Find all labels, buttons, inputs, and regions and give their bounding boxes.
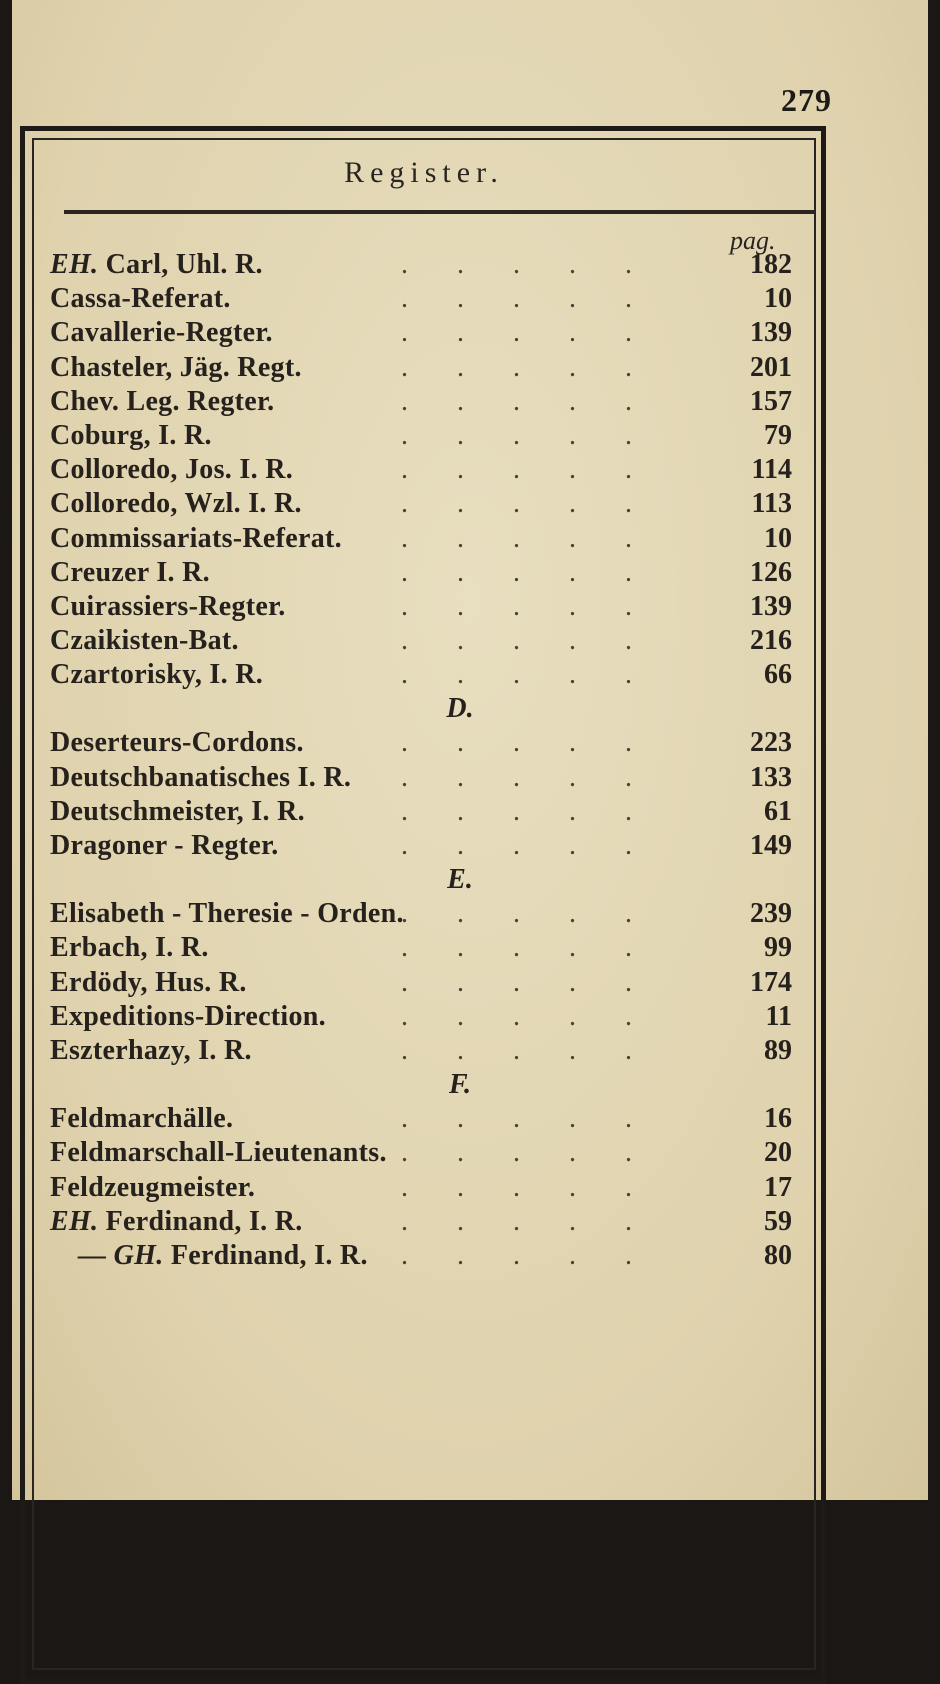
register-entry xyxy=(50,761,810,795)
entry-text: Elisabeth - Theresie - Orden. xyxy=(50,898,404,930)
register-entry xyxy=(50,351,810,385)
register-entry xyxy=(50,795,810,829)
entry-page: 80 xyxy=(764,1239,792,1271)
entry-page: 66 xyxy=(764,659,792,691)
entry-page: 114 xyxy=(751,454,792,486)
entry-page: 16 xyxy=(764,1103,792,1135)
entry-page: 139 xyxy=(750,317,792,349)
entry-label xyxy=(50,931,209,965)
entry-label xyxy=(50,590,286,624)
entry-label xyxy=(78,1239,368,1273)
section-heading: E. xyxy=(447,864,473,896)
entry-page: 89 xyxy=(764,1034,792,1066)
entry-text: Colloredo, Wzl. I. R. xyxy=(50,488,302,520)
leader-dots: . . . . . xyxy=(380,522,632,554)
entry-page: 17 xyxy=(764,1171,792,1203)
entry-label xyxy=(50,726,304,760)
register-entry xyxy=(50,966,810,1000)
leader-dots: . . . . . xyxy=(380,1103,632,1135)
entry-label xyxy=(50,248,263,282)
entry-text: Erdödy, Hus. R. xyxy=(50,966,247,998)
leader-dots: . . . . . xyxy=(380,761,632,793)
entry-label xyxy=(50,1102,233,1136)
leader-dots: . . . . . xyxy=(380,898,632,930)
leader-dots: . . . . . xyxy=(380,385,632,417)
entry-text: Creuzer I. R. xyxy=(50,556,210,588)
leader-dots: . . . . . xyxy=(380,932,632,964)
entry-page: 182 xyxy=(750,249,792,280)
leader-dots: . . . . . xyxy=(380,966,632,998)
entry-page: 79 xyxy=(764,419,792,451)
entry-text: Cuirassiers-Regter. xyxy=(50,590,286,622)
section-heading: D. xyxy=(446,693,474,725)
entry-label xyxy=(50,1205,303,1239)
entry-text: Dragoner - Regter. xyxy=(50,830,279,861)
leader-dots: . . . . . xyxy=(380,1137,632,1169)
leader-dots: . . . . . xyxy=(380,830,632,861)
register-entry xyxy=(50,1034,810,1068)
entry-label xyxy=(50,522,342,556)
leader-dots: . . . . . xyxy=(380,727,632,759)
entry-page: 139 xyxy=(750,590,792,622)
leader-dots: . . . . . xyxy=(380,419,632,451)
entry-text: Deutschmeister, I. R. xyxy=(50,795,305,827)
leader-dots: . . . . . xyxy=(380,1034,632,1066)
leader-dots: . . . . . xyxy=(380,625,632,657)
entry-page: 99 xyxy=(764,932,792,964)
entry-text: Deutschbanatisches I. R. xyxy=(50,761,352,793)
entry-text: Chev. Leg. Regter. xyxy=(50,385,275,417)
entry-label xyxy=(50,316,273,350)
entry-page: 59 xyxy=(764,1205,792,1237)
register-entry xyxy=(50,1136,810,1170)
entry-label xyxy=(50,556,210,590)
register-entry xyxy=(50,522,810,556)
entry-page: 157 xyxy=(750,385,792,417)
entry-page: 10 xyxy=(764,283,792,315)
entry-text: Colloredo, Jos. I. R. xyxy=(50,454,294,486)
entry-prefix: EH. xyxy=(50,249,106,280)
leader-dots: . . . . . xyxy=(380,454,632,486)
register-entry xyxy=(50,1171,810,1205)
entry-text: Czartorisky, I. R. xyxy=(50,659,264,691)
leader-dots: . . . . . xyxy=(380,659,632,691)
register-entry xyxy=(50,829,810,863)
entry-text: Cassa-Referat. xyxy=(50,283,231,315)
leader-dots: . . . . . xyxy=(380,1239,632,1271)
leader-dots: . . . . . xyxy=(380,249,632,280)
register-entry xyxy=(50,385,810,419)
entry-text: Chasteler, Jäg. Regt. xyxy=(50,351,302,383)
entry-text: Eszterhazy, I. R. xyxy=(50,1034,252,1066)
entry-label xyxy=(50,1171,255,1205)
register-entry xyxy=(50,248,810,282)
register-entry xyxy=(50,419,810,453)
entry-text: Ferdinand, I. R. xyxy=(105,1205,303,1237)
entry-text: Feldmarchälle. xyxy=(50,1103,234,1135)
leader-dots: . . . . . xyxy=(380,556,632,588)
page-number: 279 xyxy=(781,82,832,118)
entry-label xyxy=(50,385,274,419)
entry-page: 133 xyxy=(750,761,792,793)
register-entry xyxy=(50,624,810,658)
pag-label: pag. xyxy=(730,226,776,255)
register-entry xyxy=(50,453,810,487)
register-entry xyxy=(50,316,810,350)
entry-page: 201 xyxy=(750,351,792,383)
entry-page: 174 xyxy=(750,966,792,998)
entry-page: 126 xyxy=(750,556,792,588)
register-entry xyxy=(50,1205,810,1239)
leader-dots: . . . . . xyxy=(380,351,632,383)
leader-dots: . . . . . xyxy=(380,317,632,349)
entry-page: 10 xyxy=(764,522,792,554)
entry-text: Erbach, I. R. xyxy=(50,932,209,964)
entry-label xyxy=(50,966,247,1000)
entry-text: Expeditions-Direction. xyxy=(50,1000,326,1032)
entry-label xyxy=(50,795,305,829)
entry-label xyxy=(50,897,404,931)
leader-dots: . . . . . xyxy=(380,1205,632,1237)
entry-label xyxy=(50,419,212,453)
entry-label xyxy=(50,829,279,863)
register-entry xyxy=(50,931,810,965)
entry-page: 20 xyxy=(764,1137,792,1169)
entry-label xyxy=(50,1000,326,1034)
register-entries xyxy=(50,248,810,1273)
entry-text: Cavallerie-Regter. xyxy=(50,317,273,349)
entry-text: Ferdinand, I. R. xyxy=(170,1239,368,1271)
entry-prefix: EH. xyxy=(50,1205,106,1237)
entry-label xyxy=(50,761,351,795)
register-entry xyxy=(50,1239,810,1273)
leader-dots: . . . . . xyxy=(380,795,632,827)
leader-dots: . . . . . xyxy=(380,488,632,520)
entry-label xyxy=(50,624,239,658)
entry-page: 239 xyxy=(750,898,792,930)
entry-label xyxy=(50,1034,252,1068)
entry-page: 113 xyxy=(751,488,792,520)
register-entry xyxy=(50,556,810,590)
entry-label xyxy=(50,351,302,385)
entry-label xyxy=(50,453,293,487)
entry-page: 149 xyxy=(750,830,792,861)
entry-text: Feldmarschall-Lieutenants. xyxy=(50,1137,387,1169)
entry-text: Deserteurs-Cordons. xyxy=(50,727,304,759)
leader-dots: . . . . . xyxy=(380,590,632,622)
leader-dots: . . . . . xyxy=(380,1000,632,1032)
leader-dots: . . . . . xyxy=(380,1171,632,1203)
entry-page: 216 xyxy=(750,625,792,657)
entry-page: 223 xyxy=(750,727,792,759)
register-entry xyxy=(50,897,810,931)
leader-dots: . . . . . xyxy=(380,283,632,315)
register-entry xyxy=(50,487,810,521)
register-entry xyxy=(50,282,810,316)
register-entry xyxy=(50,590,810,624)
entry-page: 11 xyxy=(765,1000,792,1032)
entry-page: 61 xyxy=(764,795,792,827)
entry-label xyxy=(50,282,231,316)
entry-text: Czaikisten-Bat. xyxy=(50,625,239,657)
title-rule xyxy=(64,210,816,214)
entry-text: Commissariats-Referat. xyxy=(50,522,342,554)
entry-prefix: — GH. xyxy=(78,1239,171,1271)
entry-label xyxy=(50,487,302,521)
entry-text: Coburg, I. R. xyxy=(50,419,212,451)
entry-label xyxy=(50,1136,387,1170)
entry-label xyxy=(50,658,263,692)
register-title: Register. xyxy=(344,156,504,189)
entry-text: Feldzeugmeister. xyxy=(50,1171,256,1203)
register-entry xyxy=(50,1000,810,1034)
register-entry xyxy=(50,1102,810,1136)
register-entry xyxy=(50,726,810,760)
register-entry xyxy=(50,658,810,692)
section-heading: F. xyxy=(448,1069,472,1101)
entry-text: Carl, Uhl. R. xyxy=(105,249,263,280)
